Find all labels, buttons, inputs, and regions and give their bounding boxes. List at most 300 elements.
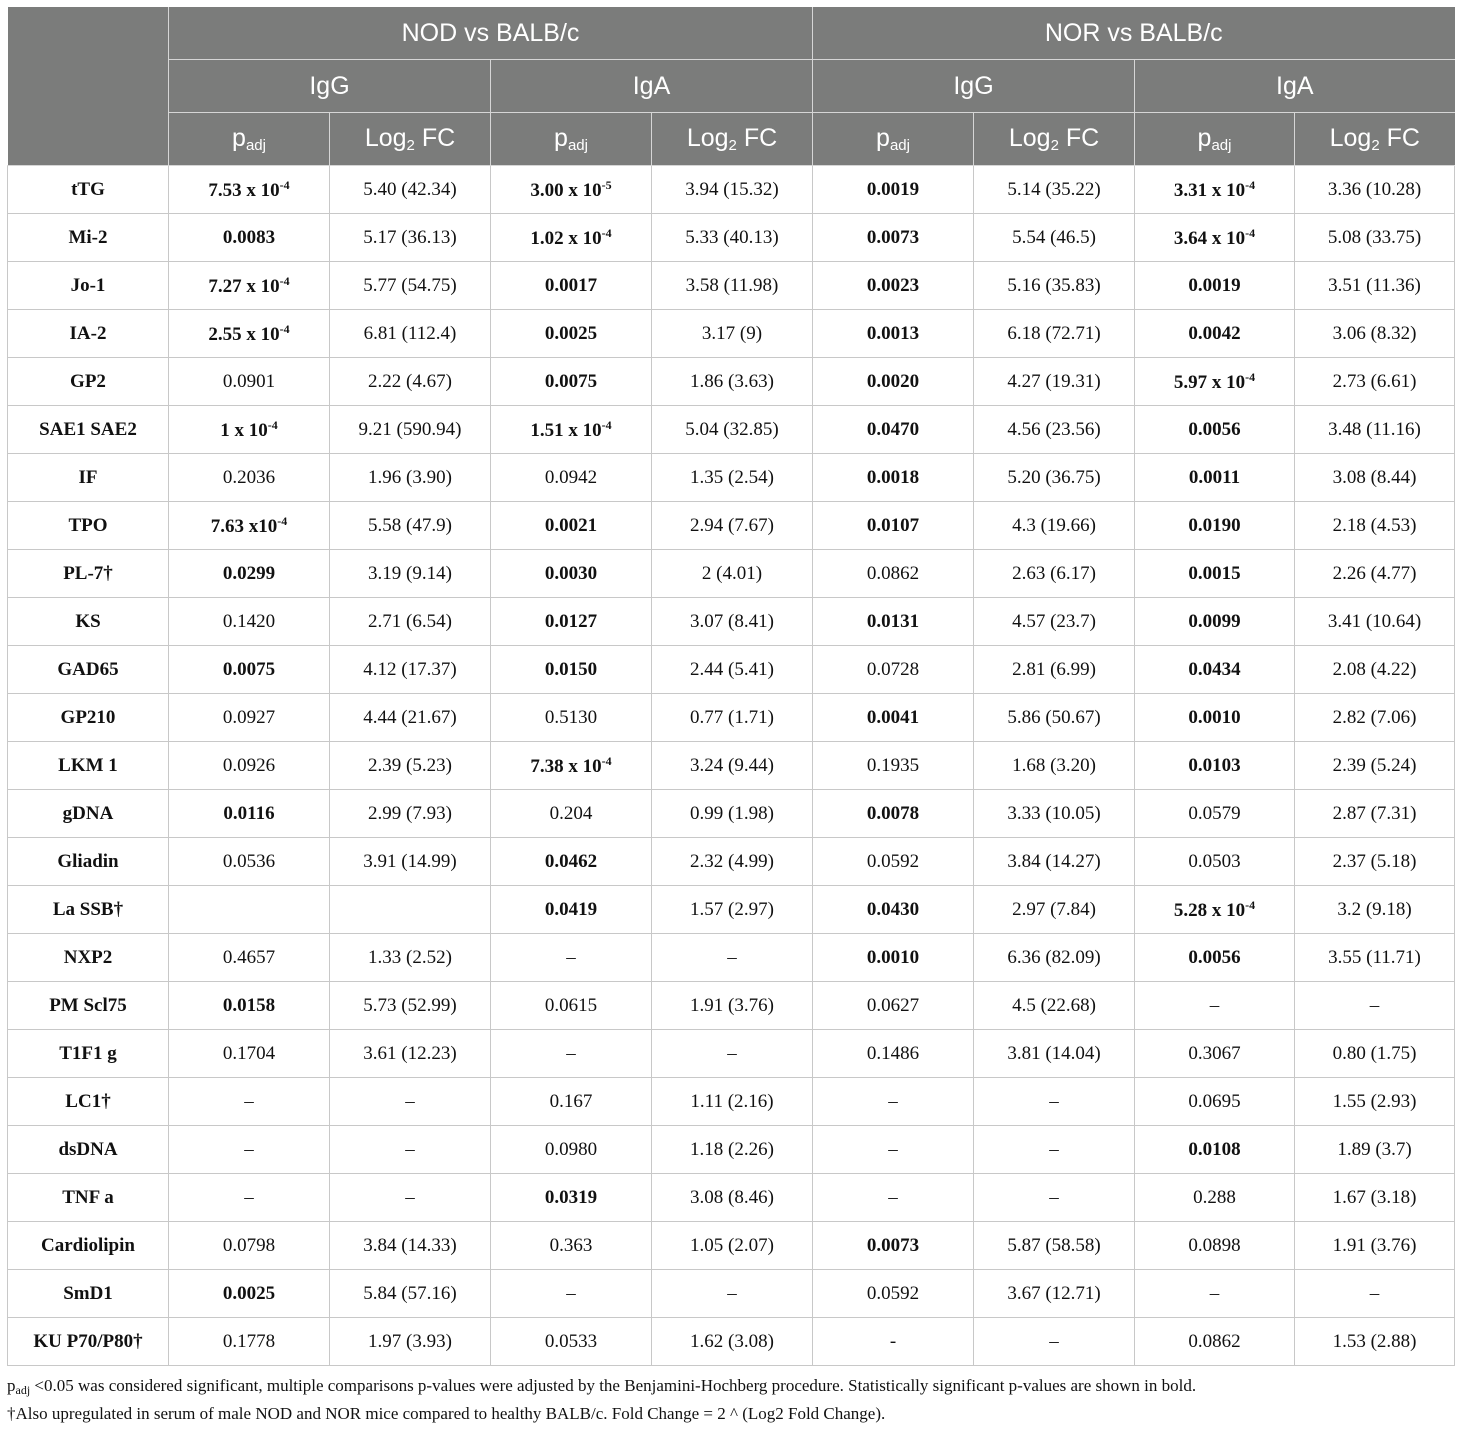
padj-cell: 0.0434 bbox=[1135, 646, 1295, 694]
header-padj-subscript: adj bbox=[889, 137, 910, 154]
padj-exponent: -4 bbox=[601, 417, 612, 432]
header-nor-iga: IgA bbox=[1135, 60, 1455, 113]
padj-cell: 0.0025 bbox=[491, 310, 652, 358]
padj-cell bbox=[1135, 214, 1295, 262]
log2fc-cell: 3.94 (15.32) bbox=[652, 166, 813, 214]
footnote-significance-text: <0.05 was considered significant, multiple comparisons p-values were adjusted by the Benjamini-Hochberg procedure. Statistically significant p-values are shown in bold. bbox=[30, 1376, 1197, 1395]
log2fc-cell: 3.51 (11.36) bbox=[1295, 262, 1455, 310]
padj-cell: – bbox=[813, 1174, 974, 1222]
table-row bbox=[8, 646, 1455, 694]
log2fc-cell: 5.40 (42.34) bbox=[330, 166, 491, 214]
header-group-nod: NOD vs BALB/c bbox=[169, 7, 813, 60]
antigen-name: LKM 1 bbox=[8, 742, 169, 790]
header-log2fc-subscript: 2 bbox=[1050, 137, 1059, 154]
log2fc-cell: 2.82 (7.06) bbox=[1295, 694, 1455, 742]
log2fc-cell: 0.80 (1.75) bbox=[1295, 1030, 1455, 1078]
log2fc-cell: 4.5 (22.68) bbox=[974, 982, 1135, 1030]
header-log2fc-subscript: 2 bbox=[728, 137, 737, 154]
antigen-name: SmD1 bbox=[8, 1270, 169, 1318]
log2fc-cell: 3.07 (8.41) bbox=[652, 598, 813, 646]
padj-mantissa: 7.27 x 10 bbox=[208, 275, 280, 297]
log2fc-cell: 5.73 (52.99) bbox=[330, 982, 491, 1030]
padj-cell: 0.0579 bbox=[1135, 790, 1295, 838]
log2fc-cell: 5.77 (54.75) bbox=[330, 262, 491, 310]
padj-cell: 0.0020 bbox=[813, 358, 974, 406]
antigen-name: IF bbox=[8, 454, 169, 502]
padj-mantissa: 3.31 x 10 bbox=[1173, 179, 1246, 201]
table-row bbox=[8, 982, 1455, 1030]
padj-exponent: -4 bbox=[1245, 369, 1256, 384]
table-header bbox=[8, 7, 1455, 166]
padj-mantissa: 7.38 x 10 bbox=[530, 755, 602, 777]
padj-cell: – bbox=[813, 1126, 974, 1174]
log2fc-cell: 5.33 (40.13) bbox=[652, 214, 813, 262]
log2fc-cell: 5.87 (58.58) bbox=[974, 1222, 1135, 1270]
log2fc-cell: 3.58 (11.98) bbox=[652, 262, 813, 310]
padj-cell: 0.0015 bbox=[1135, 550, 1295, 598]
antigen-name: La SSB† bbox=[8, 886, 169, 934]
antigen-name: Jo-1 bbox=[8, 262, 169, 310]
log2fc-cell: 3.81 (14.04) bbox=[974, 1030, 1135, 1078]
padj-cell: 0.0470 bbox=[813, 406, 974, 454]
antigen-name: TPO bbox=[8, 502, 169, 550]
padj-mantissa: 5.28 x 10 bbox=[1173, 899, 1246, 921]
log2fc-cell: 2.39 (5.24) bbox=[1295, 742, 1455, 790]
autoantibody-table bbox=[7, 7, 1455, 1366]
padj-cell bbox=[169, 262, 330, 310]
header-padj bbox=[491, 113, 652, 166]
antigen-name: TNF a bbox=[8, 1174, 169, 1222]
antigen-name: PL-7† bbox=[8, 550, 169, 598]
table-row bbox=[8, 214, 1455, 262]
log2fc-cell: 3.55 (11.71) bbox=[1295, 934, 1455, 982]
table-row bbox=[8, 550, 1455, 598]
padj-exponent: -4 bbox=[1245, 225, 1256, 240]
log2fc-cell: – bbox=[974, 1126, 1135, 1174]
padj-cell bbox=[169, 406, 330, 454]
padj-cell: 0.0023 bbox=[813, 262, 974, 310]
log2fc-cell: 0.77 (1.71) bbox=[652, 694, 813, 742]
padj-cell: 0.1935 bbox=[813, 742, 974, 790]
padj-cell: 0.0627 bbox=[813, 982, 974, 1030]
padj-cell: 0.0030 bbox=[491, 550, 652, 598]
padj-cell bbox=[1135, 358, 1295, 406]
log2fc-cell: 4.3 (19.66) bbox=[974, 502, 1135, 550]
padj-cell: 0.0056 bbox=[1135, 406, 1295, 454]
padj-cell: 0.0010 bbox=[1135, 694, 1295, 742]
header-padj-symbol: p bbox=[554, 124, 568, 152]
log2fc-cell: 1.97 (3.93) bbox=[330, 1318, 491, 1366]
log2fc-cell: – bbox=[330, 1078, 491, 1126]
table-row bbox=[8, 1318, 1455, 1366]
table-row bbox=[8, 742, 1455, 790]
log2fc-cell: 5.86 (50.67) bbox=[974, 694, 1135, 742]
table-row bbox=[8, 166, 1455, 214]
log2fc-cell: – bbox=[330, 1126, 491, 1174]
padj-cell: – bbox=[491, 1030, 652, 1078]
log2fc-cell: 1.05 (2.07) bbox=[652, 1222, 813, 1270]
padj-cell bbox=[491, 406, 652, 454]
padj-exponent: -4 bbox=[279, 177, 290, 192]
padj-cell: – bbox=[169, 1078, 330, 1126]
table-row bbox=[8, 358, 1455, 406]
padj-cell: 0.0158 bbox=[169, 982, 330, 1030]
footnote-p-subscript: adj bbox=[15, 1383, 31, 1397]
padj-cell: 0.0728 bbox=[813, 646, 974, 694]
log2fc-cell bbox=[330, 886, 491, 934]
padj-cell: - bbox=[813, 1318, 974, 1366]
antigen-name: Mi-2 bbox=[8, 214, 169, 262]
padj-cell: 0.0073 bbox=[813, 214, 974, 262]
header-row-metric bbox=[8, 113, 1455, 166]
header-log2fc-subscript: 2 bbox=[406, 137, 415, 154]
header-log2fc-log: Log bbox=[686, 124, 729, 152]
padj-cell: 0.0150 bbox=[491, 646, 652, 694]
antigen-name: PM Scl75 bbox=[8, 982, 169, 1030]
log2fc-cell: – bbox=[652, 934, 813, 982]
header-log2fc-fc: FC bbox=[1379, 124, 1420, 152]
padj-cell bbox=[491, 742, 652, 790]
padj-cell: 0.0107 bbox=[813, 502, 974, 550]
padj-cell: 0.0980 bbox=[491, 1126, 652, 1174]
padj-cell: 0.0592 bbox=[813, 838, 974, 886]
log2fc-cell: 3.41 (10.64) bbox=[1295, 598, 1455, 646]
log2fc-cell: 1.91 (3.76) bbox=[1295, 1222, 1455, 1270]
log2fc-cell: 3.61 (12.23) bbox=[330, 1030, 491, 1078]
log2fc-cell: 2.22 (4.67) bbox=[330, 358, 491, 406]
log2fc-cell: 1.55 (2.93) bbox=[1295, 1078, 1455, 1126]
padj-cell: 0.4657 bbox=[169, 934, 330, 982]
antigen-name: GAD65 bbox=[8, 646, 169, 694]
padj-cell: – bbox=[169, 1174, 330, 1222]
table-footnotes bbox=[7, 1374, 1453, 1425]
padj-cell: 0.0862 bbox=[1135, 1318, 1295, 1366]
padj-mantissa: 7.63 x10 bbox=[210, 515, 278, 537]
log2fc-cell: 0.99 (1.98) bbox=[652, 790, 813, 838]
log2fc-cell: – bbox=[1295, 1270, 1455, 1318]
antigen-name: KS bbox=[8, 598, 169, 646]
log2fc-cell: 4.12 (17.37) bbox=[330, 646, 491, 694]
log2fc-cell: – bbox=[974, 1318, 1135, 1366]
padj-cell: 0.204 bbox=[491, 790, 652, 838]
padj-cell: 0.0018 bbox=[813, 454, 974, 502]
log2fc-cell: 5.58 (47.9) bbox=[330, 502, 491, 550]
padj-mantissa: 1.51 x 10 bbox=[530, 419, 602, 441]
header-log2fc-subscript: 2 bbox=[1371, 137, 1380, 154]
padj-cell: 0.1704 bbox=[169, 1030, 330, 1078]
padj-cell: 0.1778 bbox=[169, 1318, 330, 1366]
antigen-name: dsDNA bbox=[8, 1126, 169, 1174]
header-nor-igg: IgG bbox=[813, 60, 1135, 113]
table-row bbox=[8, 598, 1455, 646]
log2fc-cell: 1.68 (3.20) bbox=[974, 742, 1135, 790]
header-log2fc-fc: FC bbox=[414, 124, 456, 152]
log2fc-cell: 1.18 (2.26) bbox=[652, 1126, 813, 1174]
padj-cell: 0.0056 bbox=[1135, 934, 1295, 982]
header-log2fc-fc: FC bbox=[736, 124, 778, 152]
results-table-container bbox=[7, 7, 1453, 1425]
log2fc-cell: 1.96 (3.90) bbox=[330, 454, 491, 502]
log2fc-cell: 5.04 (32.85) bbox=[652, 406, 813, 454]
log2fc-cell: 3.2 (9.18) bbox=[1295, 886, 1455, 934]
table-row bbox=[8, 1078, 1455, 1126]
log2fc-cell: – bbox=[652, 1270, 813, 1318]
padj-cell: 0.3067 bbox=[1135, 1030, 1295, 1078]
header-padj bbox=[813, 113, 974, 166]
padj-cell: 0.0798 bbox=[169, 1222, 330, 1270]
log2fc-cell: – bbox=[652, 1030, 813, 1078]
log2fc-cell: 2.94 (7.67) bbox=[652, 502, 813, 550]
log2fc-cell: – bbox=[330, 1174, 491, 1222]
log2fc-cell: 2.63 (6.17) bbox=[974, 550, 1135, 598]
padj-mantissa: 2.55 x 10 bbox=[208, 323, 280, 345]
table-row bbox=[8, 1222, 1455, 1270]
header-log2fc-log: Log bbox=[364, 124, 407, 152]
padj-cell: 0.0108 bbox=[1135, 1126, 1295, 1174]
table-row bbox=[8, 1030, 1455, 1078]
antigen-name: gDNA bbox=[8, 790, 169, 838]
padj-cell: 0.0430 bbox=[813, 886, 974, 934]
log2fc-cell: 6.81 (112.4) bbox=[330, 310, 491, 358]
log2fc-cell: 1.86 (3.63) bbox=[652, 358, 813, 406]
padj-cell: 0.0898 bbox=[1135, 1222, 1295, 1270]
header-corner-cell bbox=[8, 7, 169, 166]
header-padj-symbol: p bbox=[876, 124, 890, 152]
log2fc-cell: 1.89 (3.7) bbox=[1295, 1126, 1455, 1174]
padj-exponent: -4 bbox=[279, 273, 290, 288]
header-padj-subscript: adj bbox=[567, 137, 588, 154]
padj-mantissa: 5.97 x 10 bbox=[1173, 371, 1246, 393]
log2fc-cell: 4.27 (19.31) bbox=[974, 358, 1135, 406]
log2fc-cell: 3.06 (8.32) bbox=[1295, 310, 1455, 358]
table-row bbox=[8, 502, 1455, 550]
log2fc-cell: 1.33 (2.52) bbox=[330, 934, 491, 982]
padj-cell: 0.0419 bbox=[491, 886, 652, 934]
header-padj-subscript: adj bbox=[245, 137, 266, 154]
header-log2fc bbox=[1295, 113, 1455, 166]
padj-cell bbox=[491, 166, 652, 214]
padj-cell: 0.0926 bbox=[169, 742, 330, 790]
header-log2fc-log: Log bbox=[1329, 124, 1372, 152]
padj-exponent: -4 bbox=[277, 513, 288, 528]
header-nod-igg: IgG bbox=[169, 60, 491, 113]
padj-cell: 0.0615 bbox=[491, 982, 652, 1030]
antigen-name: NXP2 bbox=[8, 934, 169, 982]
padj-cell: 0.167 bbox=[491, 1078, 652, 1126]
table-row bbox=[8, 1174, 1455, 1222]
log2fc-cell: 1.53 (2.88) bbox=[1295, 1318, 1455, 1366]
padj-cell: 0.0103 bbox=[1135, 742, 1295, 790]
padj-cell: 0.5130 bbox=[491, 694, 652, 742]
log2fc-cell: 3.36 (10.28) bbox=[1295, 166, 1455, 214]
padj-cell: – bbox=[169, 1126, 330, 1174]
padj-cell: – bbox=[491, 1270, 652, 1318]
log2fc-cell: 2.37 (5.18) bbox=[1295, 838, 1455, 886]
padj-cell: 0.0901 bbox=[169, 358, 330, 406]
antigen-name: tTG bbox=[8, 166, 169, 214]
log2fc-cell: 1.11 (2.16) bbox=[652, 1078, 813, 1126]
log2fc-cell: 3.08 (8.46) bbox=[652, 1174, 813, 1222]
padj-cell: 0.0299 bbox=[169, 550, 330, 598]
padj-cell: 0.288 bbox=[1135, 1174, 1295, 1222]
log2fc-cell: 2.26 (4.77) bbox=[1295, 550, 1455, 598]
table-row bbox=[8, 406, 1455, 454]
padj-cell: 0.0503 bbox=[1135, 838, 1295, 886]
log2fc-cell: 1.35 (2.54) bbox=[652, 454, 813, 502]
padj-cell: 0.2036 bbox=[169, 454, 330, 502]
padj-mantissa: 3.00 x 10 bbox=[530, 179, 602, 201]
padj-cell: 0.0319 bbox=[491, 1174, 652, 1222]
padj-cell bbox=[169, 886, 330, 934]
log2fc-cell: 3.67 (12.71) bbox=[974, 1270, 1135, 1318]
antigen-name: T1F1 g bbox=[8, 1030, 169, 1078]
table-row bbox=[8, 454, 1455, 502]
table-row bbox=[8, 694, 1455, 742]
padj-cell: 0.0099 bbox=[1135, 598, 1295, 646]
padj-exponent: -4 bbox=[601, 753, 612, 768]
padj-mantissa: 3.64 x 10 bbox=[1173, 227, 1246, 249]
log2fc-cell: 5.16 (35.83) bbox=[974, 262, 1135, 310]
padj-mantissa: 7.53 x 10 bbox=[208, 179, 280, 201]
log2fc-cell: 3.08 (8.44) bbox=[1295, 454, 1455, 502]
padj-exponent: -5 bbox=[601, 177, 612, 192]
log2fc-cell: – bbox=[1295, 982, 1455, 1030]
padj-cell: 0.0127 bbox=[491, 598, 652, 646]
padj-cell bbox=[169, 166, 330, 214]
header-nod-iga: IgA bbox=[491, 60, 813, 113]
padj-cell: 0.0073 bbox=[813, 1222, 974, 1270]
padj-cell: 0.0695 bbox=[1135, 1078, 1295, 1126]
header-log2fc bbox=[652, 113, 813, 166]
antigen-name: KU P70/P80† bbox=[8, 1318, 169, 1366]
antigen-name: GP2 bbox=[8, 358, 169, 406]
padj-cell bbox=[1135, 886, 1295, 934]
padj-cell: 0.1420 bbox=[169, 598, 330, 646]
table-row bbox=[8, 310, 1455, 358]
padj-cell bbox=[169, 502, 330, 550]
padj-cell: 0.0019 bbox=[813, 166, 974, 214]
padj-cell: 0.0075 bbox=[169, 646, 330, 694]
padj-cell: 0.0019 bbox=[1135, 262, 1295, 310]
padj-cell bbox=[169, 310, 330, 358]
log2fc-cell: 4.56 (23.56) bbox=[974, 406, 1135, 454]
padj-cell: 0.0021 bbox=[491, 502, 652, 550]
log2fc-cell: 4.57 (23.7) bbox=[974, 598, 1135, 646]
padj-cell: 0.0017 bbox=[491, 262, 652, 310]
log2fc-cell: 2.97 (7.84) bbox=[974, 886, 1135, 934]
log2fc-cell: 1.67 (3.18) bbox=[1295, 1174, 1455, 1222]
padj-cell bbox=[491, 214, 652, 262]
table-row bbox=[8, 262, 1455, 310]
padj-exponent: -4 bbox=[279, 321, 290, 336]
padj-cell bbox=[1135, 166, 1295, 214]
log2fc-cell: 3.48 (11.16) bbox=[1295, 406, 1455, 454]
log2fc-cell: 2.71 (6.54) bbox=[330, 598, 491, 646]
padj-cell: 0.0462 bbox=[491, 838, 652, 886]
padj-cell: 0.0011 bbox=[1135, 454, 1295, 502]
padj-cell: 0.0116 bbox=[169, 790, 330, 838]
padj-mantissa: 1 x 10 bbox=[220, 419, 268, 441]
padj-cell: 0.0010 bbox=[813, 934, 974, 982]
log2fc-cell: 5.14 (35.22) bbox=[974, 166, 1135, 214]
log2fc-cell: 6.36 (82.09) bbox=[974, 934, 1135, 982]
padj-cell: 0.0536 bbox=[169, 838, 330, 886]
table-row bbox=[8, 838, 1455, 886]
padj-cell: 0.0131 bbox=[813, 598, 974, 646]
header-padj bbox=[1135, 113, 1295, 166]
antigen-name: Cardiolipin bbox=[8, 1222, 169, 1270]
header-log2fc bbox=[974, 113, 1135, 166]
log2fc-cell: 2.73 (6.61) bbox=[1295, 358, 1455, 406]
log2fc-cell: 2.99 (7.93) bbox=[330, 790, 491, 838]
padj-mantissa: 1.02 x 10 bbox=[530, 227, 602, 249]
log2fc-cell: 3.91 (14.99) bbox=[330, 838, 491, 886]
padj-exponent: -4 bbox=[1245, 177, 1256, 192]
log2fc-cell: 3.17 (9) bbox=[652, 310, 813, 358]
footnote-p-symbol: p bbox=[7, 1376, 16, 1395]
antigen-name: IA-2 bbox=[8, 310, 169, 358]
log2fc-cell: 1.62 (3.08) bbox=[652, 1318, 813, 1366]
padj-cell: 0.0083 bbox=[169, 214, 330, 262]
padj-exponent: -4 bbox=[601, 225, 612, 240]
padj-exponent: -4 bbox=[1245, 897, 1256, 912]
padj-cell: 0.0013 bbox=[813, 310, 974, 358]
padj-cell: 0.0025 bbox=[169, 1270, 330, 1318]
padj-cell: 0.1486 bbox=[813, 1030, 974, 1078]
log2fc-cell: 2.87 (7.31) bbox=[1295, 790, 1455, 838]
log2fc-cell: 2.18 (4.53) bbox=[1295, 502, 1455, 550]
log2fc-cell: 5.17 (36.13) bbox=[330, 214, 491, 262]
antigen-name: Gliadin bbox=[8, 838, 169, 886]
log2fc-cell: 1.57 (2.97) bbox=[652, 886, 813, 934]
padj-cell: – bbox=[491, 934, 652, 982]
log2fc-cell: 9.21 (590.94) bbox=[330, 406, 491, 454]
log2fc-cell: 2.81 (6.99) bbox=[974, 646, 1135, 694]
log2fc-cell: 2.39 (5.23) bbox=[330, 742, 491, 790]
antigen-name: LC1† bbox=[8, 1078, 169, 1126]
log2fc-cell: 5.54 (46.5) bbox=[974, 214, 1135, 262]
table-row bbox=[8, 1126, 1455, 1174]
log2fc-cell: 5.84 (57.16) bbox=[330, 1270, 491, 1318]
padj-cell: – bbox=[813, 1078, 974, 1126]
log2fc-cell: 2.44 (5.41) bbox=[652, 646, 813, 694]
log2fc-cell: 2 (4.01) bbox=[652, 550, 813, 598]
header-padj bbox=[169, 113, 330, 166]
log2fc-cell: 3.33 (10.05) bbox=[974, 790, 1135, 838]
log2fc-cell: 3.84 (14.33) bbox=[330, 1222, 491, 1270]
log2fc-cell: 3.19 (9.14) bbox=[330, 550, 491, 598]
log2fc-cell: 5.20 (36.75) bbox=[974, 454, 1135, 502]
antigen-name: GP210 bbox=[8, 694, 169, 742]
padj-exponent: -4 bbox=[267, 417, 278, 432]
table-row bbox=[8, 790, 1455, 838]
log2fc-cell: 5.08 (33.75) bbox=[1295, 214, 1455, 262]
padj-cell: – bbox=[1135, 1270, 1295, 1318]
padj-cell: 0.0078 bbox=[813, 790, 974, 838]
header-padj-subscript: adj bbox=[1211, 137, 1232, 154]
log2fc-cell: – bbox=[974, 1174, 1135, 1222]
padj-cell: 0.363 bbox=[491, 1222, 652, 1270]
log2fc-cell: 2.32 (4.99) bbox=[652, 838, 813, 886]
header-padj-symbol: p bbox=[232, 124, 246, 152]
padj-cell: 0.0190 bbox=[1135, 502, 1295, 550]
table-body bbox=[8, 166, 1455, 1366]
log2fc-cell: – bbox=[974, 1078, 1135, 1126]
header-log2fc bbox=[330, 113, 491, 166]
padj-cell: 0.0533 bbox=[491, 1318, 652, 1366]
padj-cell: 0.0041 bbox=[813, 694, 974, 742]
padj-cell: 0.0927 bbox=[169, 694, 330, 742]
